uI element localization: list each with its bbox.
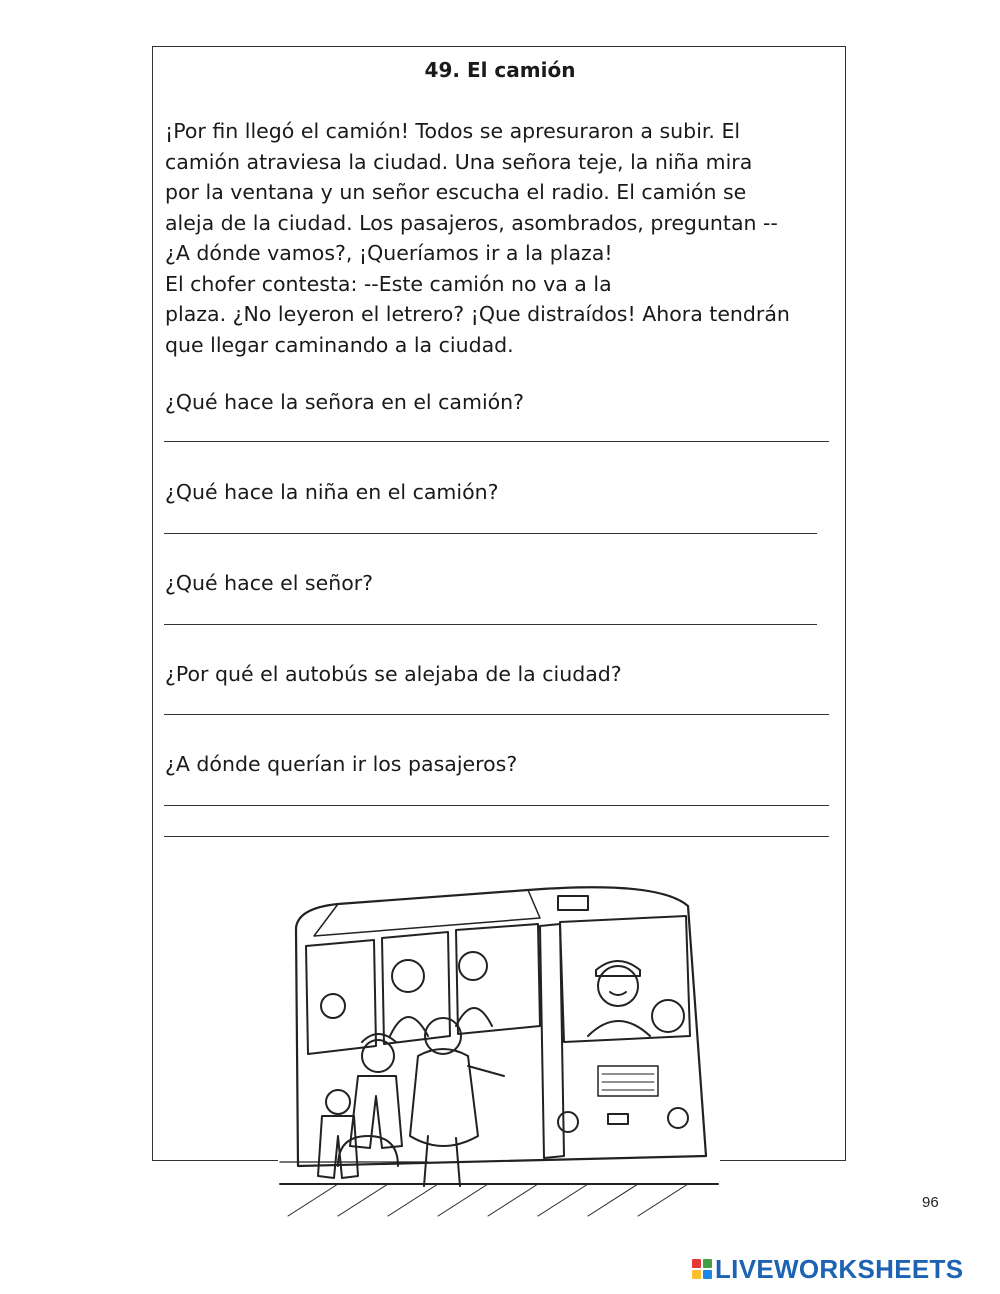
worksheet-title: 49. El camión: [424, 58, 576, 82]
answer-line-1[interactable]: [164, 441, 829, 442]
story-line: por la ventana y un señor escucha el radio. El camión se: [165, 180, 747, 204]
question-2: ¿Qué hace la niña en el camión?: [165, 480, 499, 504]
story-line: ¡Por fin llegó el camión! Todos se apresuraron a subir. El: [165, 119, 741, 143]
liveworksheets-logo-icon: [692, 1259, 712, 1279]
story-line: camión atraviesa la ciudad. Una señora teje, la niña mira: [165, 149, 753, 174]
story-line: El chofer contesta: --Este camión no va a la: [165, 271, 612, 296]
question-5: ¿A dónde querían ir los pasajeros?: [165, 752, 518, 776]
brand-name: LIVEWORKSHEETS: [715, 1253, 964, 1284]
liveworksheets-branding[interactable]: [692, 1254, 963, 1284]
story-text: [165, 116, 845, 360]
story-line: aleja de la ciudad. Los pasajeros, asombrados, preguntan --: [165, 210, 778, 235]
story-line: ¿A dónde vamos?, ¡Queríamos ir a la plaza!: [165, 241, 613, 265]
answer-line-5a[interactable]: [164, 805, 829, 806]
story-line: plaza. ¿No leyeron el letrero? ¡Que distraídos! Ahora tendrán: [165, 302, 790, 326]
page-number: 96: [922, 1194, 939, 1211]
story-line: que llegar caminando a la ciudad.: [165, 332, 514, 357]
answer-line-4[interactable]: [164, 714, 829, 715]
question-1: ¿Qué hace la señora en el camión?: [165, 390, 525, 414]
question-4: ¿Por qué el autobús se alejaba de la ciudad?: [165, 662, 622, 686]
bus-with-passengers-illustration: [278, 866, 720, 1236]
answer-line-2[interactable]: [164, 533, 817, 534]
answer-line-5b[interactable]: [164, 836, 829, 837]
answer-line-3[interactable]: [164, 624, 817, 625]
question-3: ¿Qué hace el señor?: [165, 571, 374, 595]
